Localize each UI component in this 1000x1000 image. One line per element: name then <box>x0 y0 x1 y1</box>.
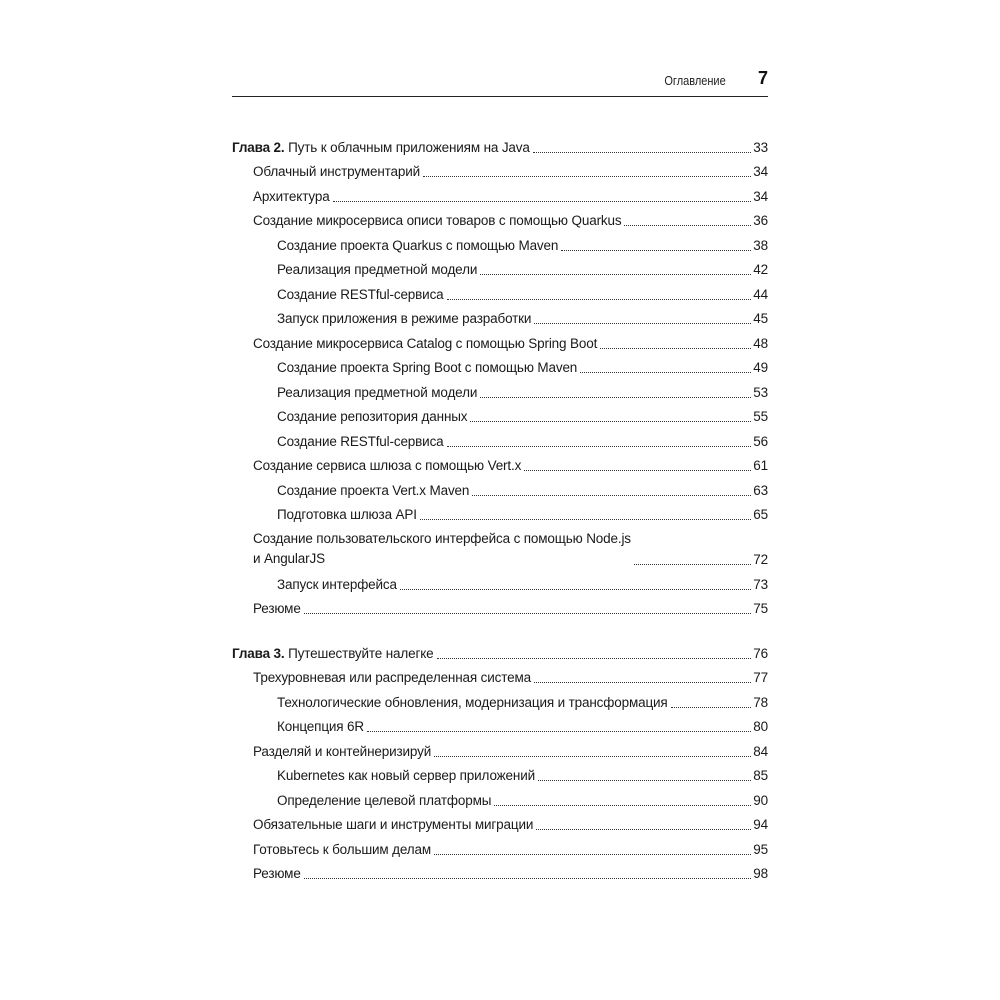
entry-title: Создание проекта Vert.x Maven <box>277 482 470 498</box>
page-ref: 42 <box>753 262 768 277</box>
toc-subentry[interactable] <box>232 712 768 737</box>
dot-leader <box>524 470 751 471</box>
toc-chapter-heading[interactable] <box>232 132 768 157</box>
dot-leader <box>420 519 751 520</box>
page-ref: 48 <box>753 335 768 351</box>
toc-subentry[interactable] <box>232 785 768 810</box>
entry-title: Разделяй и контейнеризируй <box>253 743 432 759</box>
page-ref: 76 <box>753 645 768 661</box>
dot-leader <box>304 613 752 614</box>
entry-title: Запуск приложения в режиме разработки <box>277 311 532 326</box>
toc-subentry[interactable] <box>232 353 768 378</box>
toc-entry[interactable] <box>232 157 768 182</box>
dot-leader <box>434 854 751 855</box>
toc-subentry[interactable] <box>232 279 768 304</box>
entry-title: Резюме <box>253 866 301 881</box>
toc-subentry[interactable] <box>232 402 768 427</box>
entry-title-line-2: и AngularJS <box>253 551 325 566</box>
running-header <box>232 70 768 97</box>
entry-title: Трехуровневая или распределенная система <box>253 670 531 685</box>
page-ref: 33 <box>753 139 768 155</box>
dot-leader <box>400 589 751 590</box>
dot-leader <box>580 372 751 373</box>
toc-subentry[interactable] <box>232 761 768 786</box>
page-ref: 34 <box>753 188 768 204</box>
chapter-title: Путь к облачным приложениям на Java <box>288 139 530 155</box>
page-ref: 95 <box>753 841 768 857</box>
table-of-contents <box>232 132 768 903</box>
dot-leader <box>671 707 752 708</box>
entry-title: Технологические обновления, модернизация и трансформация <box>277 694 668 710</box>
chapter-label: Глава 3. <box>232 645 285 661</box>
page-ref: 61 <box>753 458 768 473</box>
page-ref: 72 <box>753 552 768 567</box>
dot-leader <box>600 348 751 349</box>
dot-leader <box>480 274 751 275</box>
toc-entry[interactable] <box>232 524 768 569</box>
entry-title: Подготовка шлюза API <box>277 507 417 522</box>
dot-leader <box>470 421 751 422</box>
toc-entry[interactable] <box>232 181 768 206</box>
dot-leader <box>304 878 752 879</box>
entry-title-line-1: Создание пользовательского интерфейса с помощью Node.js <box>253 531 631 546</box>
toc-subentry[interactable] <box>232 500 768 525</box>
toc-chapter-heading[interactable] <box>232 638 768 663</box>
page-ref: 56 <box>753 433 768 449</box>
dot-leader <box>472 495 751 496</box>
chapter-2 <box>232 132 768 618</box>
entry-title: Создание RESTful-сервиса <box>277 286 444 302</box>
entry-title: Готовьтесь к большим делам <box>253 841 432 857</box>
entry-title: Обязательные шаги и инструменты миграции <box>253 817 534 832</box>
page-ref: 49 <box>753 360 768 375</box>
toc-entry[interactable] <box>232 594 768 619</box>
dot-leader <box>534 682 751 683</box>
page-ref: 80 <box>753 719 768 734</box>
entry-title: Создание RESTful-сервиса <box>277 433 444 449</box>
entry-title: Создание проекта Quarkus с помощью Maven <box>277 237 559 253</box>
page-ref: 65 <box>753 507 768 522</box>
dot-leader <box>534 323 751 324</box>
page-ref: 90 <box>753 792 768 808</box>
toc-subentry[interactable] <box>232 475 768 500</box>
entry-title: Определение целевой платформы <box>277 792 492 808</box>
page-ref: 73 <box>753 576 768 592</box>
toc-subentry[interactable] <box>232 426 768 451</box>
page-ref: 84 <box>753 743 768 759</box>
page-ref: 75 <box>753 601 768 616</box>
entry-title: Создание сервиса шлюза с помощью Vert.x <box>253 458 522 473</box>
dot-leader <box>367 731 751 732</box>
toc-entry[interactable] <box>232 663 768 688</box>
toc-entry[interactable] <box>232 451 768 476</box>
chapter-3 <box>232 638 768 883</box>
page-ref: 94 <box>753 817 768 832</box>
entry-title: Облачный инструментарий <box>253 164 421 179</box>
dot-leader <box>447 446 752 447</box>
chapter-title: Путешествуйте налегке <box>288 645 434 661</box>
dot-leader <box>423 176 751 177</box>
page-number: 7 <box>757 68 768 88</box>
toc-entry[interactable] <box>232 859 768 884</box>
dot-leader <box>494 805 751 806</box>
toc-subentry[interactable] <box>232 377 768 402</box>
page-ref: 45 <box>753 311 768 326</box>
chapter-label: Глава 2. <box>232 139 285 155</box>
page-ref: 44 <box>753 286 768 302</box>
dot-leader <box>561 250 751 251</box>
page-ref: 63 <box>753 482 768 498</box>
page-ref: 85 <box>753 768 768 783</box>
page-ref: 38 <box>753 237 768 253</box>
dot-leader <box>624 225 751 226</box>
page-ref: 98 <box>753 866 768 881</box>
page-ref: 78 <box>753 694 768 710</box>
entry-title: Создание микросервиса описи товаров с помощью Quarkus <box>253 213 622 228</box>
dot-leader <box>447 299 752 300</box>
dot-leader <box>480 397 751 398</box>
toc-subentry[interactable] <box>232 255 768 280</box>
page-ref: 34 <box>753 164 768 179</box>
running-header-title: Оглавление <box>664 74 726 88</box>
dot-leader <box>533 152 752 153</box>
toc-subentry[interactable] <box>232 687 768 712</box>
entry-title: Kubernetes как новый сервер приложений <box>277 768 535 783</box>
toc-entry[interactable] <box>232 834 768 859</box>
dot-leader <box>536 829 751 830</box>
entry-title: Реализация предметной модели <box>277 384 478 400</box>
toc-entry[interactable] <box>232 736 768 761</box>
toc-entry[interactable] <box>232 328 768 353</box>
toc-subentry[interactable] <box>232 230 768 255</box>
entry-title: Архитектура <box>253 188 330 204</box>
entry-title: Концепция 6R <box>277 719 365 734</box>
entry-title: Создание микросервиса Catalog с помощью Spring Boot <box>253 335 598 351</box>
toc-subentry[interactable] <box>232 304 768 329</box>
toc-subentry[interactable] <box>232 569 768 594</box>
dot-leader <box>634 564 751 565</box>
dot-leader <box>434 756 751 757</box>
entry-title: Создание проекта Spring Boot с помощью Maven <box>277 360 578 375</box>
dot-leader <box>333 201 752 202</box>
page-ref: 36 <box>753 213 768 228</box>
entry-title: Запуск интерфейса <box>277 576 397 592</box>
entry-title: Реализация предметной модели <box>277 262 478 277</box>
dot-leader <box>437 658 752 659</box>
entry-title: Резюме <box>253 601 301 616</box>
toc-entry[interactable] <box>232 810 768 835</box>
page-ref: 77 <box>753 670 768 685</box>
entry-title: Создание репозитория данных <box>277 409 468 424</box>
page-ref: 55 <box>753 409 768 424</box>
dot-leader <box>538 780 751 781</box>
page-ref: 53 <box>753 384 768 400</box>
toc-entry[interactable] <box>232 206 768 231</box>
